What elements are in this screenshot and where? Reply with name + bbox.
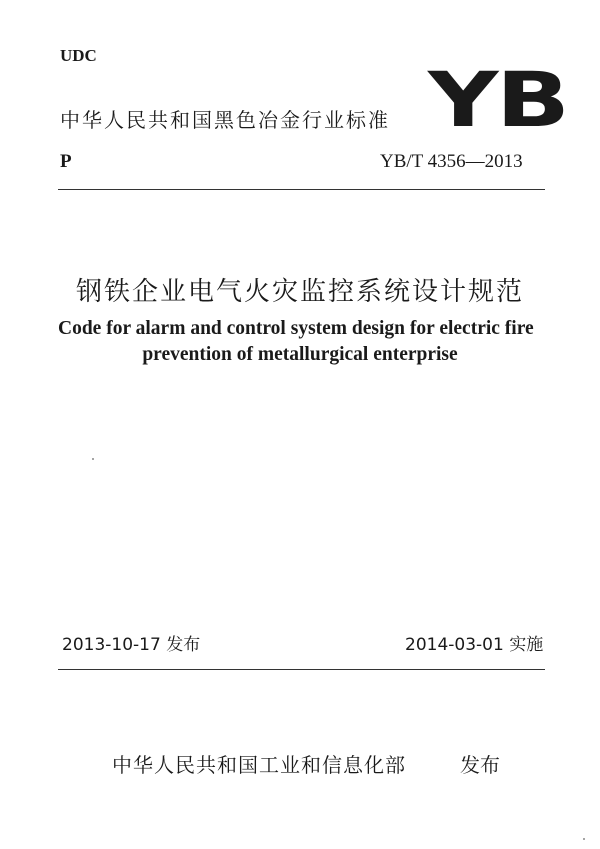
udc-label: UDC [60, 46, 97, 65]
issue-label: 发布 [460, 753, 500, 777]
top-divider [58, 189, 545, 190]
title-chinese: 钢铁企业电气火灾监控系统设计规范 [75, 277, 524, 307]
speck [92, 458, 94, 460]
yb-logo: YB [428, 55, 568, 144]
issuing-authority: 中华人民共和国工业和信息化部 [112, 753, 406, 777]
speck [583, 838, 585, 840]
classification-code: P [60, 151, 72, 172]
standard-number: YB/T 4356—2013 [380, 151, 523, 172]
bottom-divider [58, 669, 545, 670]
standard-category: 中华人民共和国黑色冶金行业标准 [60, 108, 390, 132]
publish-date: 2013-10-17 发布 [62, 635, 201, 655]
effective-date: 2014-03-01 实施 [405, 635, 544, 655]
title-english-line1: Code for alarm and control system design for electric fire [58, 318, 534, 339]
title-english-line2: prevention of metallurgical enterprise [142, 344, 458, 365]
